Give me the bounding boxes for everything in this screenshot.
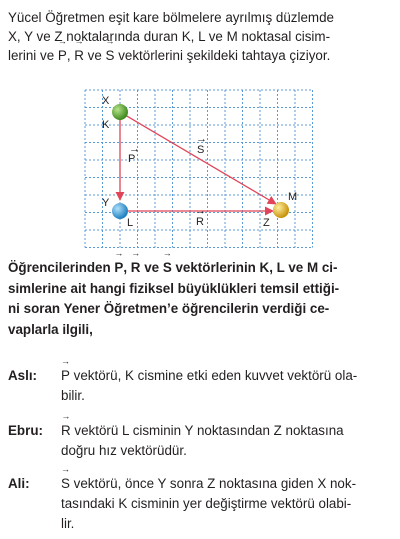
- question-line-1: [8, 258, 393, 279]
- label-x: X: [102, 95, 110, 107]
- label-y: Y: [102, 197, 110, 209]
- intro-line-3: [8, 46, 393, 65]
- ball-k: [112, 104, 128, 120]
- vector-grid-figure: [83, 88, 323, 248]
- answer-line: lir.: [61, 516, 75, 531]
- intro-paragraph: [8, 8, 393, 65]
- question-text: ve: [140, 260, 163, 275]
- vector-symbol-s: → S: [61, 474, 70, 494]
- vector-symbol-p: → P: [114, 258, 123, 279]
- answer-line: vektörü, K cismine etki eden kuvvet vektörü ola-: [69, 368, 358, 383]
- question-text: ,: [123, 260, 131, 275]
- ball-l: [112, 203, 128, 219]
- label-m: M: [288, 191, 298, 203]
- label-r: [195, 205, 206, 228]
- label-s-text: S: [197, 144, 205, 156]
- question-text: vektörlerinin K, L ve M ci-: [171, 260, 338, 275]
- intro-text: lerini ve: [8, 48, 58, 63]
- answer-line: doğru hız vektörüdür.: [61, 443, 187, 458]
- label-l: L: [127, 217, 134, 229]
- label-k: K: [102, 119, 110, 131]
- ball-m: [273, 202, 289, 218]
- vector-symbol-r: → R: [131, 258, 141, 279]
- intro-text: vektörlerini şekildeki tahtaya çiziyor.: [114, 48, 331, 63]
- answer-line: tasındaki K cisminin yer değiştirme vektörü olabi-: [61, 496, 352, 511]
- arrow-over-s: →: [196, 133, 207, 145]
- label-p-text: P: [128, 153, 136, 165]
- intro-text: ,: [66, 48, 75, 63]
- question-paragraph: [8, 258, 393, 340]
- answer-name: Ali:: [8, 476, 30, 491]
- arrow-over-p: →: [129, 143, 140, 155]
- label-p: [128, 143, 140, 165]
- arrow-over-r: →: [195, 205, 206, 217]
- vector-symbol-p: → P: [58, 46, 67, 65]
- vector-symbol-r: → R: [74, 46, 84, 65]
- label-s: [196, 133, 207, 156]
- question-line-4: vaplarla ilgili,: [8, 321, 93, 337]
- question-text: Öğrencilerinden: [8, 260, 115, 275]
- intro-line-1: Yücel Öğretmen eşit kare bölmelere ayrılmış düzlemde: [8, 10, 334, 25]
- intro-line-2: X, Y ve Z noktalarında duran K, L ve M noktasal cisim-: [8, 29, 331, 44]
- answer-line: vektörü L cisminin Y noktasından Z noktasına: [70, 423, 344, 438]
- answer-line: vektörü, önce Y sonra Z noktasına giden X nok-: [69, 476, 357, 491]
- vector-symbol-p: → P: [61, 366, 70, 386]
- vector-symbol-s: → S: [106, 46, 115, 65]
- answer-name: Aslı:: [8, 368, 38, 383]
- answer-text: [61, 421, 391, 461]
- vector-symbol-r: → R: [61, 421, 71, 441]
- answer-text: [61, 474, 391, 534]
- intro-text: ve: [83, 48, 106, 63]
- vector-symbol-s: → S: [163, 258, 172, 279]
- answer-text: [61, 366, 391, 406]
- label-r-text: R: [196, 216, 204, 228]
- answer-name: Ebru:: [8, 423, 43, 438]
- answer-line: bilir.: [61, 388, 85, 403]
- question-line-3: ni soran Yener Öğretmen’e öğrencilerin verdiği ce-: [8, 301, 330, 316]
- label-z: Z: [263, 217, 270, 229]
- question-line-2: simlerine ait hangi fiziksel büyüklükleri temsil ettiği-: [8, 280, 340, 296]
